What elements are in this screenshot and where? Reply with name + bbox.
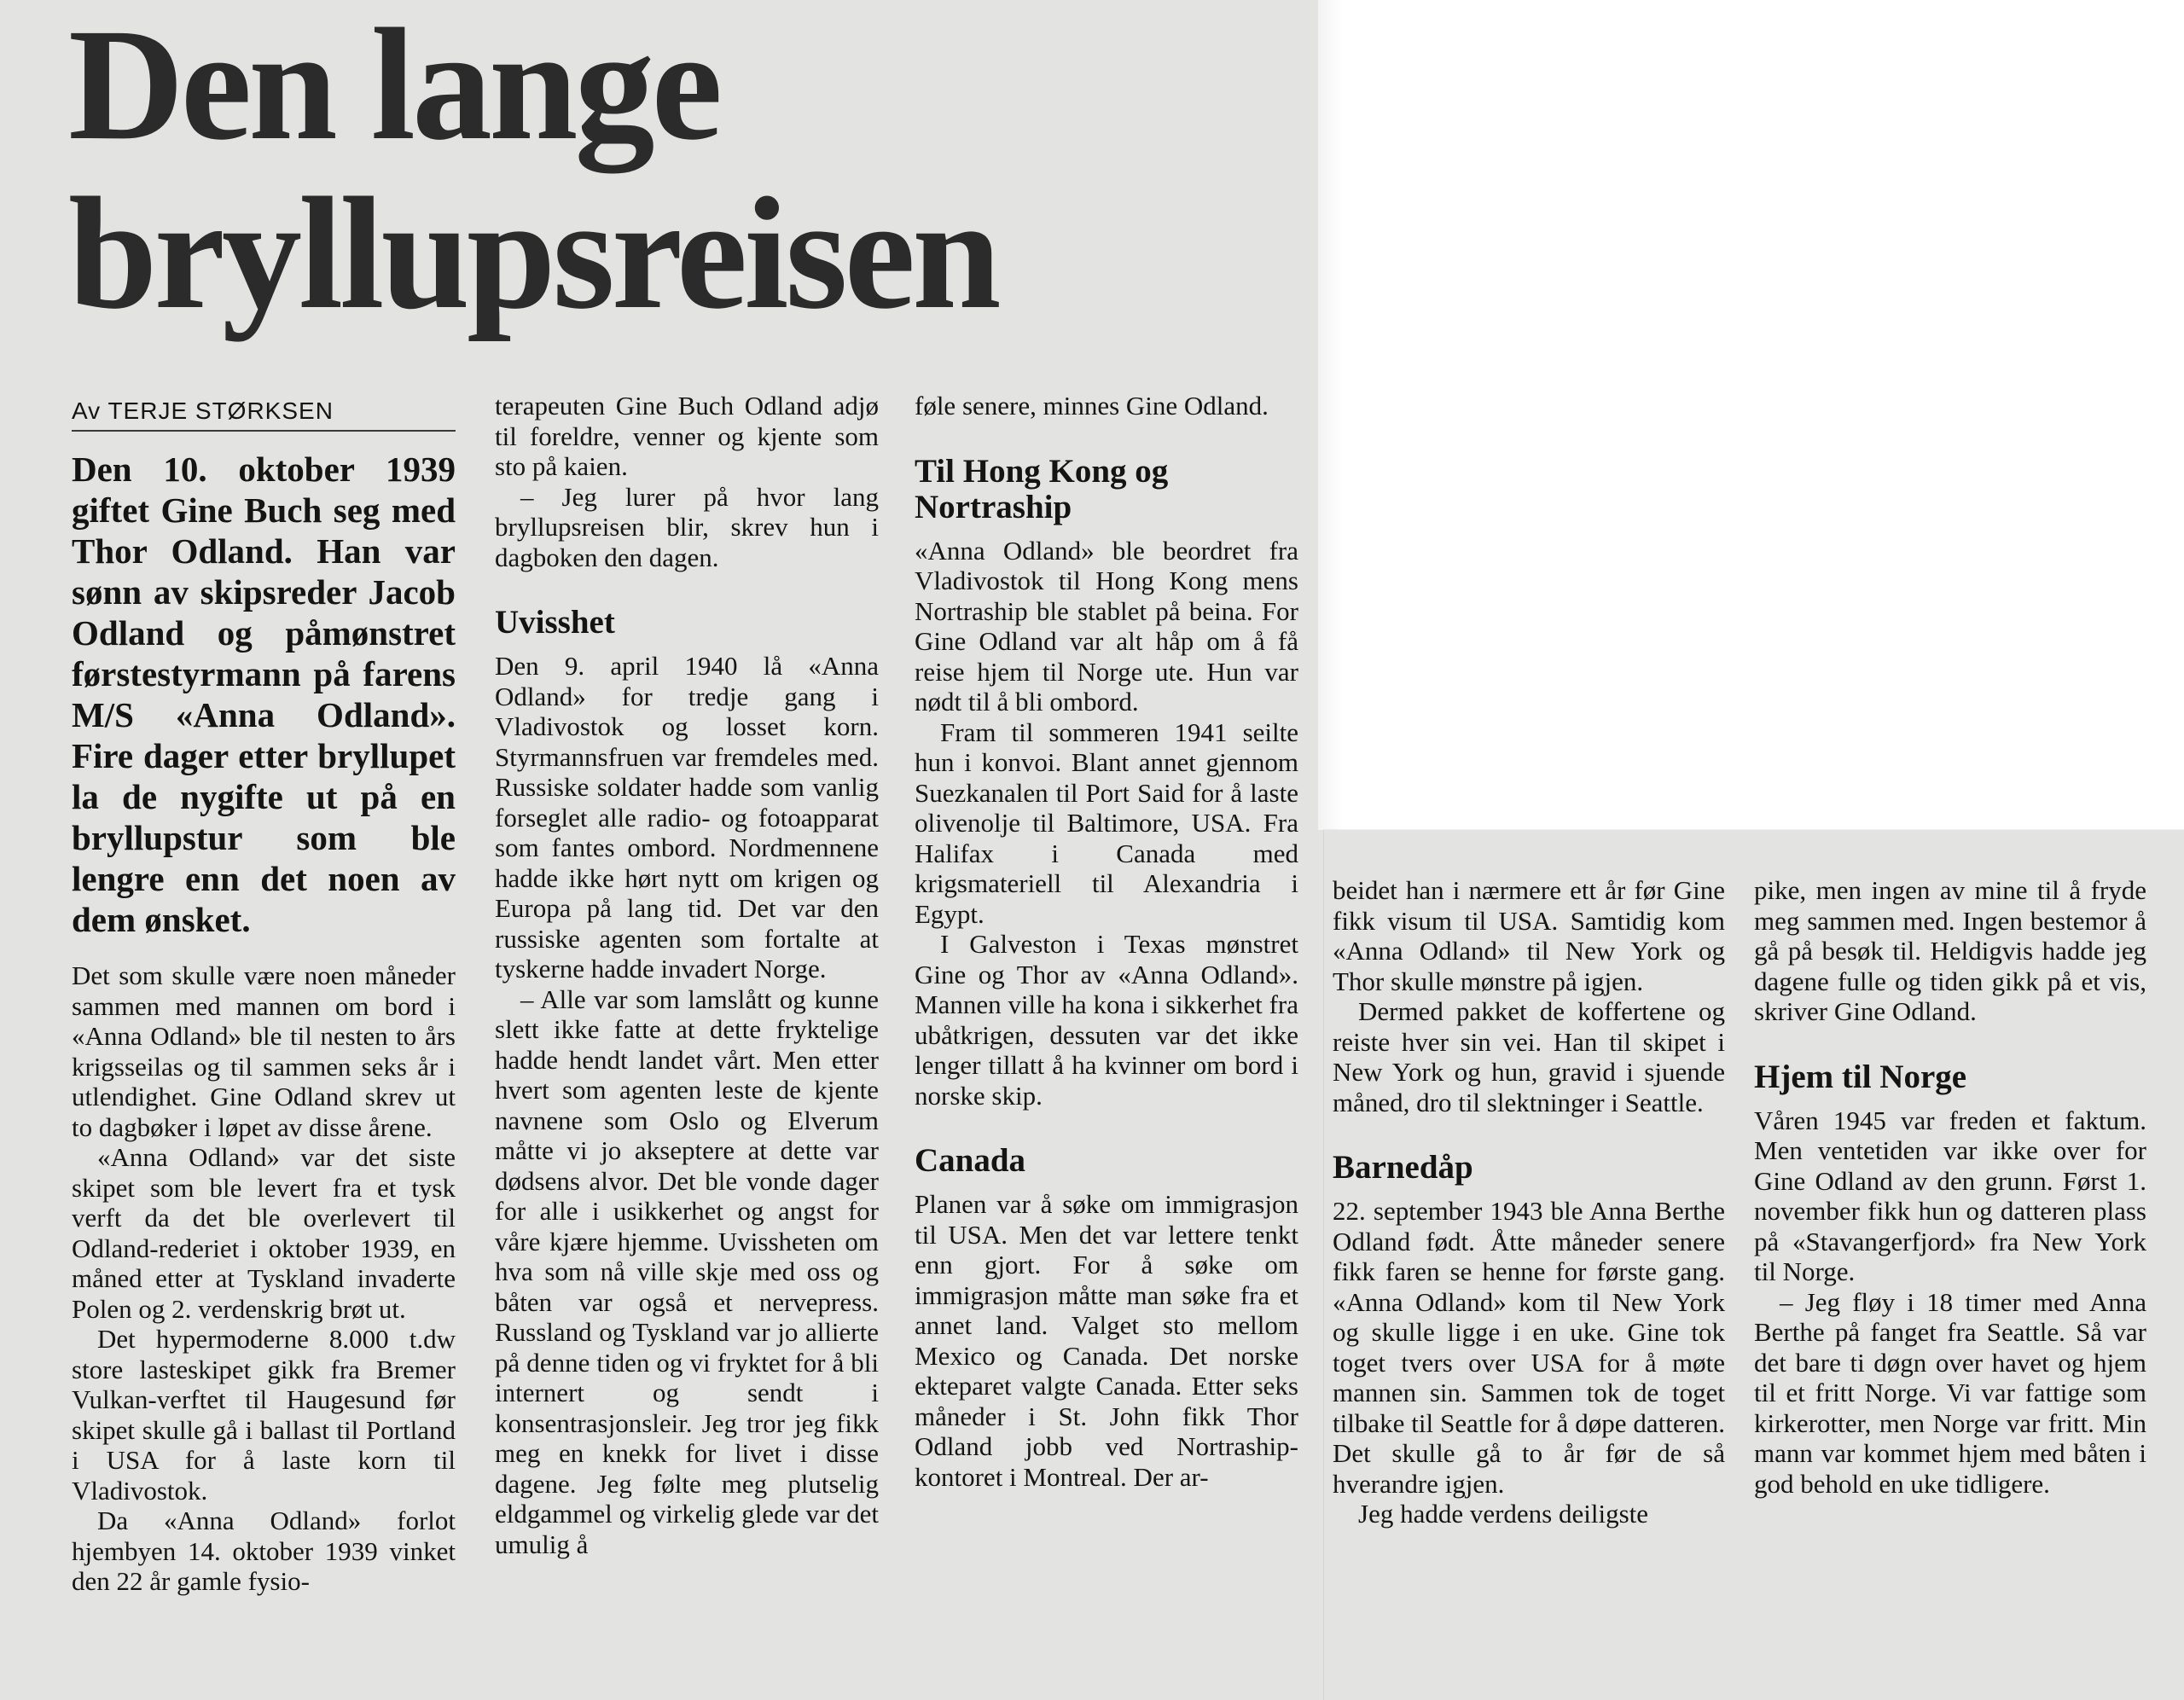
column-2	[495, 391, 879, 1559]
headline-line-2: bryllupsreisen	[68, 164, 998, 342]
subheading-barnedap: Barnedåp	[1333, 1149, 1473, 1186]
subheading-canada: Canada	[915, 1142, 1026, 1179]
paragraph: – Jeg fløy i 18 timer med Anna Berthe på fanget fra Seattle. Så var det bare ti døgn over havet og hjem til et fritt Norge. Vi var fattige som kirkerotter, men Norge var fritt. Min mann var kommet hjem med båten i god behold en uke tidligere.	[1754, 1286, 2146, 1499]
paragraph: – Jeg lurer på hvor lang bryllupsreisen blir, skrev hun i dagboken den dagen.	[495, 481, 879, 572]
paragraph: Planen var å søke om immigrasjon til USA. Men det var lettere tenkt enn gjort. For å søke om immigrasjon måtte man søke fra et annet land. Valget sto mellom Mexico og Canada. Det norske ekteparet valgte Canada. Etter seks måneder i St. John fikk Thor Odland jobb ved Nortraship-kontoret i Montreal. Der ar-	[915, 1189, 1298, 1492]
paragraph: Da «Anna Odland» forlot hjembyen 14. oktober 1939 vinket den 22 år gamle fysio-	[72, 1506, 456, 1596]
paragraph: Det som skulle være noen måneder sammen med mannen om bord i «Anna Odland» ble til nesten to års krigsseilas og til sammen seks år i utlendighet. Gine Odland skrev ut to dagbøker i løpet av disse årene.	[72, 960, 456, 1142]
paragraph: føle senere, minnes Gine Odland.	[915, 391, 1269, 421]
paragraph: pike, men ingen av mine til å fryde meg sammen med. Ingen bestemor å gå på besøk til. Heldigvis hadde jeg dagene fulle og tiden gikk på et vis, skriver Gine Odland.	[1754, 875, 2146, 1026]
paragraph: terapeuten Gine Buch Odland adjø til foreldre, venner og kjente som sto på kaien.	[495, 391, 879, 481]
paragraph: Fram til sommeren 1941 seilte hun i konvoi. Blant annet gjennom Suezkanalen til Port Said for å laste olivenolje til Baltimore, USA. Fra Halifax i Canada med krigsmateriell til Alexandria i Egypt.	[915, 717, 1298, 929]
subheading-uvisshet: Uvisshet	[495, 604, 615, 641]
paragraph: beidet han i nærmere ett år før Gine fikk visum til USA. Samtidig kom «Anna Odland» til New York og Thor skulle mønstre på igjen.	[1333, 875, 1725, 996]
paragraph: «Anna Odland» var det siste skipet som ble levert fra et tysk verft da det ble overlevert til Odland-rederiet i oktober 1939, en måned etter at Tyskland invaderte Polen og 2. verdenskrig brøt ut.	[72, 1142, 456, 1324]
column-1	[72, 397, 456, 1597]
column-5	[1754, 875, 2146, 1499]
headline	[68, 0, 998, 342]
paragraph: I Galveston i Texas mønstret Gine og Thor av «Anna Odland». Mannen ville ha kona i sikkerhet fra ubåtkrigen, dessuten var det ikke lenger tillatt å ha kvinner om bord i norske skip.	[915, 929, 1298, 1111]
paragraph: Det hypermoderne 8.000 t.dw store lasteskipet gikk fra Bremer Vulkan-verftet til Haugesund før skipet skulle gå i ballast til Portland i USA for å laste korn til Vladivostok.	[72, 1324, 456, 1506]
column-4	[1333, 875, 1725, 1529]
byline: Av TERJE STØRKSEN	[72, 397, 456, 432]
headline-line-1: Den lange	[68, 0, 719, 173]
paragraph: 22. september 1943 ble Anna Berthe Odland født. Åtte måneder senere fikk faren se henne for første gang. «Anna Odland» kom til New York og skulle ligge i en uke. Gine tok toget tvers over USA for å møte mannen sin. Sammen tok de toget tilbake til Seattle for å døpe datteren. Det skulle gå to år før de så hverandre igjen.	[1333, 1196, 1725, 1499]
subheading-hjem-til-norge: Hjem til Norge	[1754, 1058, 1967, 1095]
paragraph: Dermed pakket de koffertene og reiste hver sin vei. Han til skipet i New York og hun, gravid i sjuende måned, dro til slektninger i Seattle.	[1333, 996, 1725, 1117]
paragraph: Våren 1945 var freden et faktum. Men ventetiden var ikke over for Gine Odland av den grunn. Først 1. november fikk hun og datteren plass på «Stavangerfjord» fra New York til Norge.	[1754, 1105, 2146, 1286]
lead-paragraph: Den 10. oktober 1939 giftet Gine Buch seg med Thor Odland. Han var sønn av skipsreder Jacob Odland og påmønstret førstestyrmann på farens M/S «Anna Odland». Fire dager etter bryllupet la de nygifte ut på en bryllupstur som ble lengre enn det noen av dem ønsket.	[72, 450, 456, 939]
paragraph: Jeg hadde verdens deiligste	[1358, 1499, 1649, 1529]
subheading-hong-kong: Til Hong Kong og Nortraship	[915, 452, 1169, 525]
paragraph: – Alle var som lamslått og kunne slett ikke fatte at dette fryktelige hadde hendt landet vårt. Men etter hvert som agenten leste de kjente navnene som Oslo og Elverum måtte vi jo akseptere at dette var dødsens alvor. Det ble vonde dager for alle i usikkerhet og angst for våre kjære hjemme. Uvissheten om hva som nå ville skje med oss og båten var også et nervepress. Russland og Tyskland var jo allierte på denne tiden og vi fryktet for å bli internert og sendt i konsentrasjonsleir. Jeg tror jeg fikk meg en knekk for livet i disse dagene. Jeg følte meg plutselig eldgammel og virkelig glede var det umulig å	[495, 983, 879, 1559]
paragraph: Den 9. april 1940 lå «Anna Odland» for tredje gang i Vladivostok og losset korn. Styrmannsfruen var fremdeles med. Russiske soldater hadde som vanlig forseglet alle radio- og fotoapparat som fantes ombord. Nordmennene hadde ikke hørt nytt om krigen og Europa på lang tid. Det var den russiske agenten som fortalte at tyskerne hadde invadert Norge.	[495, 651, 879, 983]
show-through-area	[1318, 0, 2184, 830]
column-1-body	[72, 960, 456, 1597]
paragraph: «Anna Odland» ble beordret fra Vladivostok til Hong Kong mens Nortraship ble stablet på beina. For Gine Odland var alt håp om å få reise hjem til Norge ute. Hun var nødt til å bli ombord.	[915, 535, 1298, 717]
column-3	[915, 391, 1298, 1492]
